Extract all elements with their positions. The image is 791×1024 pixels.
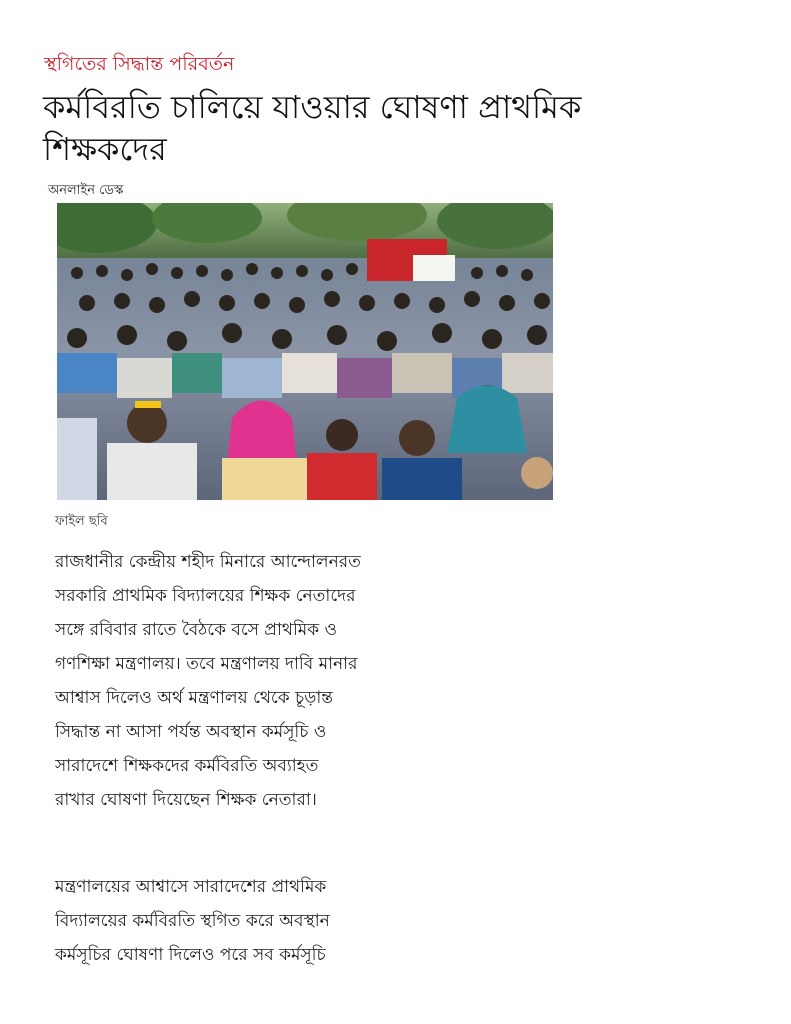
- article-kicker: স্থগিতের সিদ্ধান্ত পরিবর্তন: [44, 53, 235, 75]
- paragraph-line: মন্ত্রণালয়ের আশ্বাসে সারাদেশের প্রাথমিক: [55, 877, 327, 897]
- photo-caption: ফাইল ছবি: [55, 514, 108, 529]
- article-byline: অনলাইন ডেস্ক: [48, 183, 124, 198]
- article-headline: [43, 86, 683, 170]
- paragraph-line: কর্মসূচির ঘোষণা দিলেও পরে সব কর্মসূচি: [55, 945, 326, 965]
- article-photo: [57, 203, 553, 500]
- paragraph-line: বিদ্যালয়ের কর্মবিরতি স্থগিত করে অবস্থান: [55, 911, 330, 931]
- paragraph-line: সারাদেশে শিক্ষকদের কর্মবিরতি অব্যাহত: [55, 756, 319, 776]
- protest-crowd-photo: [57, 203, 553, 500]
- article-paragraph: [55, 545, 475, 817]
- paragraph-line: রাজধানীর কেন্দ্রীয় শহীদ মিনারে আন্দোলনরত: [55, 552, 361, 572]
- paragraph-line: সিদ্ধান্ত না আসা পর্যন্ত অবস্থান কর্মসূচি ও: [55, 722, 327, 742]
- paragraph-line: সরকারি প্রাথমিক বিদ্যালয়ের শিক্ষক নেতাদের: [55, 586, 356, 606]
- paragraph-line: আশ্বাস দিলেও অর্থ মন্ত্রণালয় থেকে চূড়ান্ত: [55, 688, 333, 708]
- headline-line: শিক্ষকদের: [43, 130, 167, 168]
- paragraph-line: গণশিক্ষা মন্ত্রণালয়। তবে মন্ত্রণালয় দাবি মানার: [55, 654, 358, 674]
- article-paragraph: [55, 870, 475, 972]
- paragraph-line: সঙ্গে রবিবার রাতে বৈঠকে বসে প্রাথমিক ও: [55, 620, 338, 640]
- paragraph-line: রাখার ঘোষণা দিয়েছেন শিক্ষক নেতারা।: [55, 790, 317, 810]
- headline-line: কর্মবিরতি চালিয়ে যাওয়ার ঘোষণা প্রাথমিক: [43, 88, 582, 126]
